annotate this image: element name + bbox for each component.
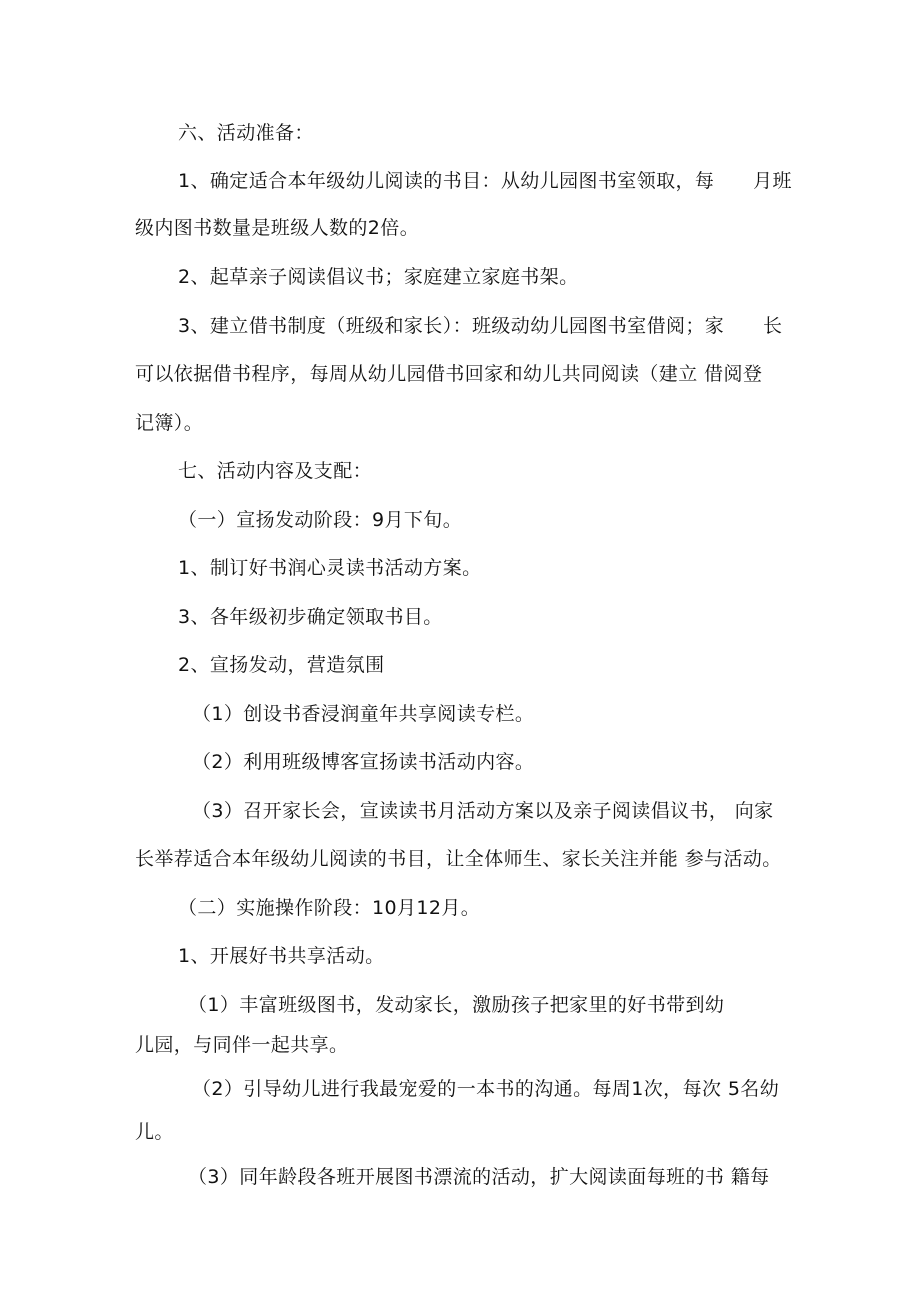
sub-list-item: （1）创设书香浸润童年共享阅读专栏。 (192, 703, 535, 725)
sub-list-item: （2）利用班级博客宣扬读书活动内容。 (192, 751, 535, 773)
sub-list-item: （3）召开家长会，宣读读书月活动方案以及亲子阅读倡议书， 向家 (192, 800, 774, 822)
list-item: 2、宣扬发动，营造氛围 (178, 654, 385, 676)
paragraph-line: 儿。 (135, 1121, 174, 1143)
sub-list-item: （1）丰富班级图书，发动家长，激励孩子把家里的好书带到幼 (188, 994, 725, 1016)
subsection-heading-launch: （一）宣扬发动阶段：9月下旬。 (178, 509, 463, 531)
paragraph-line: 儿园，与同伴一起共享。 (135, 1034, 349, 1056)
section-heading-content: 七、活动内容及支配： (178, 460, 373, 482)
list-item: 1、开展好书共享活动。 (178, 945, 385, 967)
paragraph-line: 1、确定适合本年级幼儿阅读的书目：从幼儿园图书室领取，每 月班 (178, 170, 792, 192)
list-item: 3、各年级初步确定领取书目。 (178, 606, 443, 628)
section-heading-preparation: 六、活动准备： (178, 122, 314, 144)
paragraph-line: 长举荐适合本年级幼儿阅读的书目，让全体师生、家长关注并能 参与活动。 (135, 848, 782, 870)
paragraph-line: 3、建立借书制度（班级和家长）：班级动幼儿园图书室借阅；家 长 (178, 315, 783, 337)
paragraph-line: 级内图书数量是班级人数的2倍。 (135, 217, 420, 239)
paragraph-line: 可以依据借书程序，每周从幼儿园借书回家和幼儿共同阅读（建立 借阅登 (135, 363, 763, 385)
paragraph-line: 2、起草亲子阅读倡议书；家庭建立家庭书架。 (178, 266, 579, 288)
subsection-heading-implementation: （二）实施操作阶段：10月12月。 (178, 897, 481, 919)
sub-list-item: （2）引导幼儿进行我最宠爱的一本书的沟通。每周1次，每次 5名幼 (192, 1078, 780, 1100)
sub-list-item: （3）同年龄段各班开展图书漂流的活动，扩大阅读面每班的书 籍每 (188, 1166, 770, 1188)
list-item: 1、制订好书润心灵读书活动方案。 (178, 557, 482, 579)
paragraph-line: 记簿）。 (135, 412, 204, 434)
